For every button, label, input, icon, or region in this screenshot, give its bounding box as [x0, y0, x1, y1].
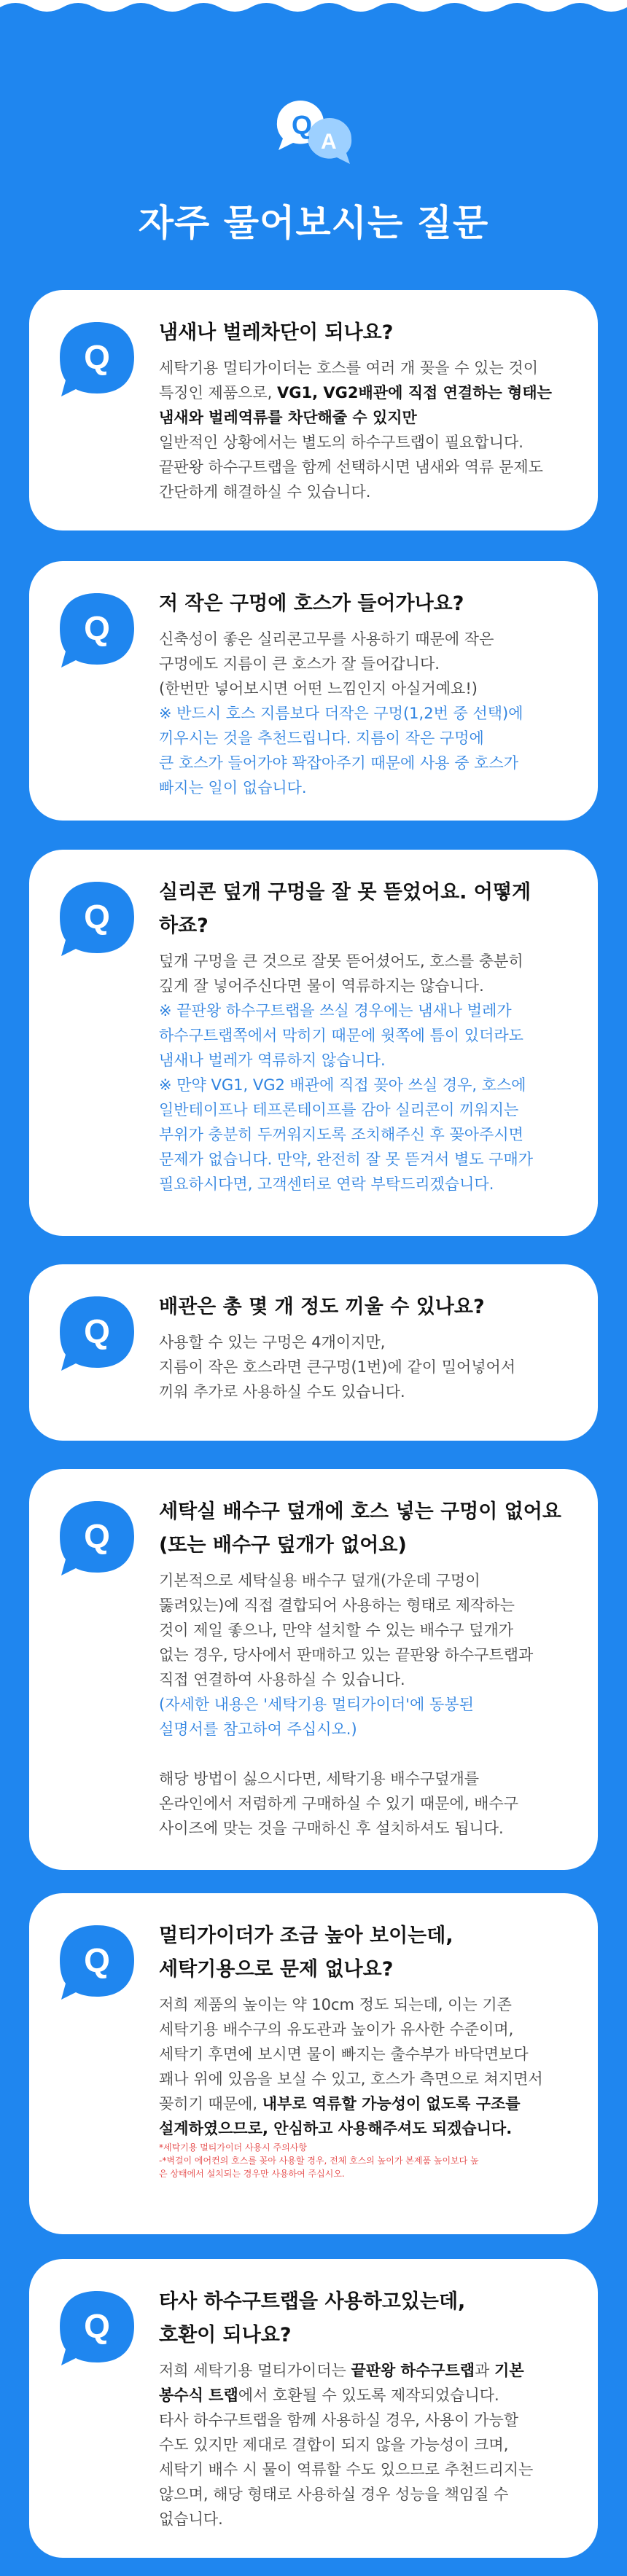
answer-line	[159, 2507, 573, 2532]
answer-line	[159, 1379, 573, 1404]
faq-question-line: 배관은 총 몇 개 정도 끼울 수 있나요?	[159, 1296, 485, 1318]
answer-text: 설명서를 참고하여 주십시오.)	[159, 1720, 357, 1738]
answer-text: ※ 반드시 호스 지름보다 더작은 구멍(1,2번 중 선택)에	[159, 705, 523, 722]
answer-line	[159, 2482, 573, 2507]
faq-question	[159, 1495, 573, 1562]
q-badge-letter: Q	[84, 1941, 110, 1979]
faq-card	[29, 290, 598, 531]
answer-text: 저희 세탁기용 멀티가이더는	[159, 2362, 351, 2379]
answer-text: 세탁기용 배수구의 유도관과 높이가 유사한 수준이며,	[159, 2021, 514, 2038]
answer-text: 꽤나 위에 있음을 보실 수 있고, 호스가 측면으로 쳐지면서	[159, 2070, 543, 2088]
answer-line	[159, 1097, 573, 1122]
qa-icon-a-letter: A	[321, 130, 337, 154]
answer-line	[159, 1992, 573, 2017]
faq-question	[159, 876, 573, 943]
q-badge-icon	[57, 321, 137, 398]
qa-speech-bubbles-icon	[255, 86, 372, 173]
q-badge-icon	[57, 592, 137, 669]
answer-text: 저희 제품의 높이는 약 10cm 정도 되는데, 이는 기존	[159, 1996, 512, 2013]
answer-line	[159, 1667, 573, 1692]
answer-line	[159, 974, 573, 998]
answer-text: 세탁기 배수 시 물이 역류할 수도 있으므로 추천드리지는	[159, 2461, 534, 2478]
faq-card	[29, 850, 598, 1236]
answer-line	[159, 651, 573, 676]
answer-line	[159, 1766, 573, 1791]
faq-question	[159, 2285, 573, 2352]
faq-card	[29, 1469, 598, 1870]
faq-question-line: 냄새나 벌레차단이 되나요?	[159, 321, 394, 344]
faq-question	[159, 587, 573, 621]
answer-line	[159, 2358, 573, 2383]
answer-text: ※ 만약 VG1, VG2 배관에 직접 꽂아 쓰실 경우, 호스에	[159, 1076, 526, 1094]
faq-card	[29, 1264, 598, 1441]
answer-text: ※ 끝판왕 하수구트랩을 쓰실 경우에는 냄새나 벌레가	[159, 1002, 512, 1019]
q-badge-letter: Q	[84, 1517, 110, 1555]
answer-text: 뚫려있는)에 직접 결합되어 사용하는 형태로 제작하는	[159, 1597, 515, 1614]
answer-text: 과	[475, 2362, 495, 2379]
answer-emphasis: 끝판왕 하수구트랩	[351, 2362, 475, 2379]
faq-question-line: 실리콘 덮개 구멍을 잘 못 뜯었어요. 어떻게	[159, 881, 531, 904]
answer-line	[159, 676, 573, 701]
answer-line	[159, 2408, 573, 2432]
q-badge-icon	[57, 1500, 137, 1577]
answer-text: 문제가 없습니다. 만약, 완전히 잘 못 뜯겨서 별도 구매가	[159, 1151, 534, 1168]
answer-text: 세탁기 후면에 보시면 물이 빠지는 출수부가 바닥면보다	[159, 2045, 529, 2063]
answer-text: 신축성이 좋은 실리콘고무를 사용하기 때문에 작은	[159, 630, 494, 648]
answer-line	[159, 1791, 573, 1816]
answer-line	[159, 2141, 573, 2154]
answer-text: 일반테이프나 테프론테이프를 감아 실리콘이 끼워지는	[159, 1101, 519, 1119]
answer-text: 에서 호환될 수 있도록 제작되었습니다.	[238, 2387, 499, 2404]
answer-line	[159, 2154, 573, 2167]
answer-line	[159, 2017, 573, 2042]
answer-line	[159, 751, 573, 775]
answer-text: 은 상태에서 설치되는 경우만 사용하여 주십시오.	[159, 2169, 345, 2179]
answer-line	[159, 430, 573, 455]
answer-line	[159, 726, 573, 751]
answer-text: 끼워 추가로 사용하실 수도 있습니다.	[159, 1383, 405, 1401]
answer-line	[159, 2432, 573, 2457]
faq-answer	[159, 949, 573, 1197]
answer-line	[159, 2167, 573, 2180]
faq-card	[29, 561, 598, 821]
faq-answer	[159, 627, 573, 800]
answer-text: 세탁기용 멀티가이더는 호스를 여러 개 꽂을 수 있는 것이	[159, 359, 538, 377]
answer-line	[159, 1122, 573, 1147]
answer-text: -*벽걸이 에어컨의 호스를 꽂아 사용할 경우, 전체 호스의 높이가 본제품 높이보다 높	[159, 2156, 479, 2166]
answer-spacer	[159, 1742, 573, 1766]
answer-emphasis: 내부로 역류할 가능성이 없도록 구조를	[262, 2095, 521, 2113]
answer-text: 부위가 충분히 두꺼워지도록 조치해주신 후 꽂아주시면	[159, 1126, 523, 1143]
faq-question-line: 호환이 되나요?	[159, 2324, 292, 2346]
answer-text: *세탁기용 멀티가이더 사용시 주의사항	[159, 2142, 307, 2153]
answer-emphasis: VG1, VG2배관에 직접 연결하는 형태는	[277, 384, 552, 402]
answer-line	[159, 2457, 573, 2482]
answer-text: 빠지는 일이 없습니다.	[159, 779, 307, 796]
answer-line	[159, 1147, 573, 1172]
answer-text: 덮개 구멍을 큰 것으로 잘못 뜯어셨어도, 호스를 충분히	[159, 952, 523, 970]
answer-line	[159, 627, 573, 651]
answer-emphasis: 기본	[494, 2362, 524, 2379]
answer-text: 하수구트랩쪽에서 막히기 때문에 윗쪽에 틈이 있더라도	[159, 1027, 523, 1044]
answer-text: 꽂히기 때문에,	[159, 2095, 262, 2113]
answer-text: 없는 경우, 당사에서 판매하고 있는 끝판왕 하수구트랩과	[159, 1646, 534, 1664]
answer-text: 봉수식 트랩	[159, 2387, 238, 2404]
answer-line	[159, 2091, 573, 2116]
q-badge-letter: Q	[84, 1312, 110, 1350]
answer-text: 수도 있지만 제대로 결합이 되지 않을 가능성이 크며,	[159, 2436, 509, 2454]
answer-text: 사이즈에 맞는 것을 구매하신 후 설치하셔도 됩니다.	[159, 1820, 504, 1837]
answer-line	[159, 1618, 573, 1643]
faq-question-line: 타사 하수구트랩을 사용하고있는데,	[159, 2290, 466, 2313]
answer-text: 않으며, 해당 형태로 사용하실 경우 성능을 책임질 수	[159, 2486, 509, 2503]
faq-question-line: 세탁실 배수구 덮개에 호스 넣는 구멍이 없어요	[159, 1500, 561, 1523]
faq-answer	[159, 2358, 573, 2532]
faq-question-line: 멀티가이더가 조금 높아 보이는데,	[159, 1925, 453, 1947]
answer-text: 필요하시다면, 고객센터로 연락 부탁드리겠습니다.	[159, 1175, 494, 1193]
answer-line	[159, 1717, 573, 1742]
faq-card	[29, 1893, 598, 2234]
answer-line	[159, 1172, 573, 1197]
faq-question-line: 세탁기용으로 문제 없나요?	[159, 1958, 394, 1981]
answer-text: (자세한 내용은 '세탁기용 멀티가이더'에 동봉된	[159, 1696, 474, 1713]
hero	[0, 86, 627, 254]
q-badge-letter: Q	[84, 2307, 110, 2345]
answer-line	[159, 2383, 573, 2408]
answer-line	[159, 1023, 573, 1048]
answer-text: 끝판왕 하수구트랩을 함께 선택하시면 냄새와 역류 문제도	[159, 458, 543, 476]
answer-text: 구멍에도 지름이 큰 호스가 잘 들어갑니다.	[159, 655, 440, 673]
faq-question-line: (또는 배수구 덮개가 없어요)	[159, 1534, 407, 1557]
page-title: 자주 물어보시는 질문	[138, 202, 489, 244]
answer-line	[159, 455, 573, 479]
answer-line	[159, 998, 573, 1023]
answer-text: 특징인 제품으로,	[159, 384, 278, 402]
answer-text: 일반적인 상황에서는 별도의 하수구트랩이 필요합니다.	[159, 434, 523, 451]
answer-text: 직접 연결하여 사용하실 수 있습니다.	[159, 1671, 405, 1688]
answer-line	[159, 479, 573, 504]
answer-line	[159, 949, 573, 974]
answer-line	[159, 2067, 573, 2091]
faq-question	[159, 1919, 573, 1986]
faq-question-line: 저 작은 구멍에 호스가 들어가나요?	[159, 592, 464, 615]
answer-line	[159, 701, 573, 726]
answer-line	[159, 2116, 573, 2141]
q-badge-icon	[57, 1924, 137, 2001]
answer-text: 냄새나 벌레가 역류하지 않습니다.	[159, 1052, 386, 1069]
answer-text: 기본적으로 세탁실용 배수구 덮개(가운데 구멍이	[159, 1572, 480, 1589]
answer-text: (한번만 넣어보시면 어떤 느낌인지 아실거예요!)	[159, 680, 478, 697]
answer-text: 지름이 작은 호스라면 큰구멍(1번)에 같이 밀어넣어서	[159, 1358, 516, 1376]
answer-text: 없습니다.	[159, 2510, 223, 2528]
q-badge-icon	[57, 2290, 137, 2367]
answer-text: 해당 방법이 싫으시다면, 세탁기용 배수구덮개를	[159, 1770, 480, 1788]
q-badge-letter: Q	[84, 609, 110, 647]
faq-answer	[159, 1568, 573, 1841]
answer-line	[159, 2042, 573, 2067]
answer-text: 설계하였으므로, 안심하고 사용해주셔도 되겠습니다.	[159, 2120, 513, 2137]
faq-question	[159, 316, 573, 350]
answer-line	[159, 1593, 573, 1618]
faq-answer	[159, 356, 573, 504]
faq-question	[159, 1291, 573, 1324]
answer-line	[159, 1073, 573, 1097]
answer-line	[159, 1643, 573, 1667]
answer-text: 간단하게 해결하실 수 있습니다.	[159, 483, 371, 501]
answer-line	[159, 1355, 573, 1379]
answer-text: 끼우시는 것을 추천드립니다. 지름이 작은 구멍에	[159, 729, 484, 747]
answer-line	[159, 775, 573, 800]
answer-line	[159, 356, 573, 380]
q-badge-letter: Q	[84, 898, 110, 936]
qa-icon-q-letter: Q	[292, 110, 313, 140]
answer-text: 냄새와 벌레역류를 차단해줄 수 있지만	[159, 409, 417, 426]
answer-text: 깊게 잘 넣어주신다면 물이 역류하지는 않습니다.	[159, 977, 484, 995]
faq-question-line: 하죠?	[159, 915, 209, 937]
answer-text: 큰 호스가 들어가야 꽉잡아주기 때문에 사용 중 호스가	[159, 754, 519, 772]
answer-text: 사용할 수 있는 구멍은 4개이지만,	[159, 1334, 386, 1351]
answer-line	[159, 380, 573, 405]
answer-line	[159, 1048, 573, 1073]
answer-line	[159, 405, 573, 430]
faq-answer	[159, 1992, 573, 2180]
faq-answer	[159, 1330, 573, 1404]
answer-line	[159, 1692, 573, 1717]
answer-text: 온라인에서 저렴하게 구매하실 수 있기 때문에, 배수구	[159, 1795, 519, 1812]
answer-text: 것이 제일 좋으나, 만약 설치할 수 있는 배수구 덮개가	[159, 1621, 514, 1639]
answer-text: 타사 하수구트랩을 함께 사용하실 경우, 사용이 가능할	[159, 2411, 519, 2429]
q-badge-letter: Q	[84, 338, 110, 376]
q-badge-icon	[57, 1295, 137, 1372]
answer-line	[159, 1816, 573, 1841]
answer-line	[159, 1568, 573, 1593]
top-wave-border	[0, 0, 627, 22]
faq-card	[29, 2259, 598, 2558]
answer-line	[159, 1330, 573, 1355]
q-badge-icon	[57, 880, 137, 958]
